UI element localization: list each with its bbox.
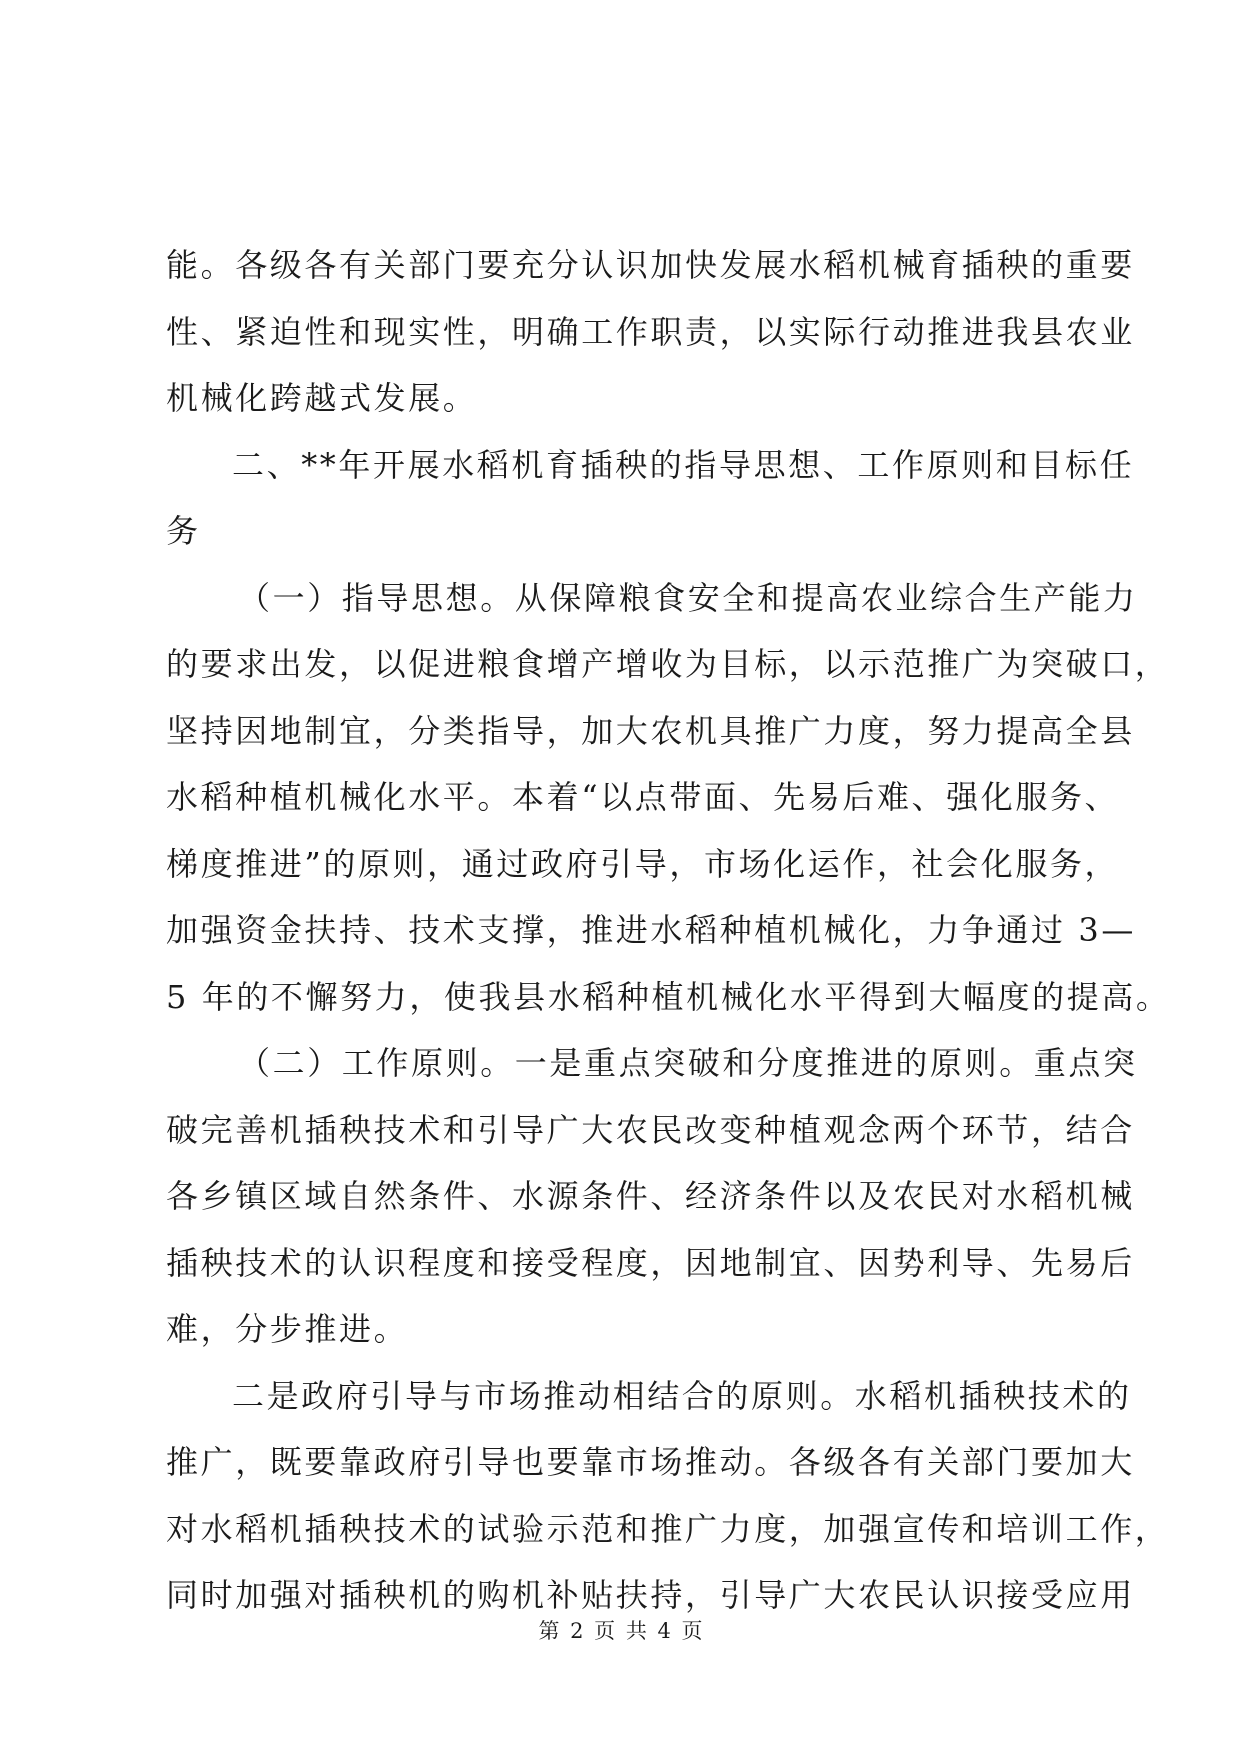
body-line: 各乡镇区域自然条件、水源条件、经济条件以及农民对水稻机械: [166, 1177, 1135, 1215]
body-line: 坚持因地制宜，分类指导，加大农机具推广力度，努力提高全县: [166, 711, 1135, 750]
body-line: 同时加强对插秧机的购机补贴扶持，引导广大农民认识接受应用: [166, 1576, 1135, 1614]
section-heading-line: 务: [166, 512, 201, 550]
section-heading-line: 二、**年开展水稻机育插秧的指导思想、工作原则和目标任: [232, 445, 1135, 484]
body-line: 加强资金扶持、技术支撑，推进水稻种植机械化，力争通过 3—: [166, 911, 1136, 949]
body-line: 插秧技术的认识程度和接受程度，因地制宜、因势利导、先易后: [166, 1243, 1135, 1282]
body-line: 梯度推进”的原则，通过政府引导，市场化运作，社会化服务，: [166, 844, 1120, 883]
page-number-footer: 第 2 页 共 4 页: [538, 1619, 703, 1643]
body-line: 难，分步推进。: [166, 1310, 409, 1348]
document-body: [166, 232, 1171, 1629]
body-line: 机械化跨越式发展。: [166, 379, 478, 417]
body-line: 对水稻机插秧技术的试验示范和推广力度，加强宣传和培训工作，: [166, 1509, 1170, 1548]
body-line: 性、紧迫性和现实性，明确工作职责，以实际行动推进我县农业: [166, 312, 1135, 351]
body-line: 5 年的不懈努力，使我县水稻种植机械化水平得到大幅度的提高。: [166, 977, 1171, 1016]
body-line: 二是政府引导与市场推动相结合的原则。水稻机插秧技术的: [232, 1376, 1132, 1415]
body-line: 能。各级各有关部门要充分认识加快发展水稻机械育插秧的重要: [166, 246, 1135, 284]
body-line: （一）指导思想。从保障粮食安全和提高农业综合生产能力: [238, 578, 1138, 617]
body-line: 破完善机插秧技术和引导广大农民改变种植观念两个环节，结合: [166, 1110, 1135, 1149]
body-line: 推广，既要靠政府引导也要靠市场推动。各级各有关部门要加大: [166, 1443, 1135, 1481]
body-line: 水稻种植机械化水平。本着“以点带面、先易后难、强化服务、: [166, 778, 1120, 816]
body-line: （二）工作原则。一是重点突破和分度推进的原则。重点突: [238, 1044, 1138, 1082]
body-line: 的要求出发，以促进粮食增产增收为目标，以示范推广为突破口，: [166, 645, 1170, 683]
